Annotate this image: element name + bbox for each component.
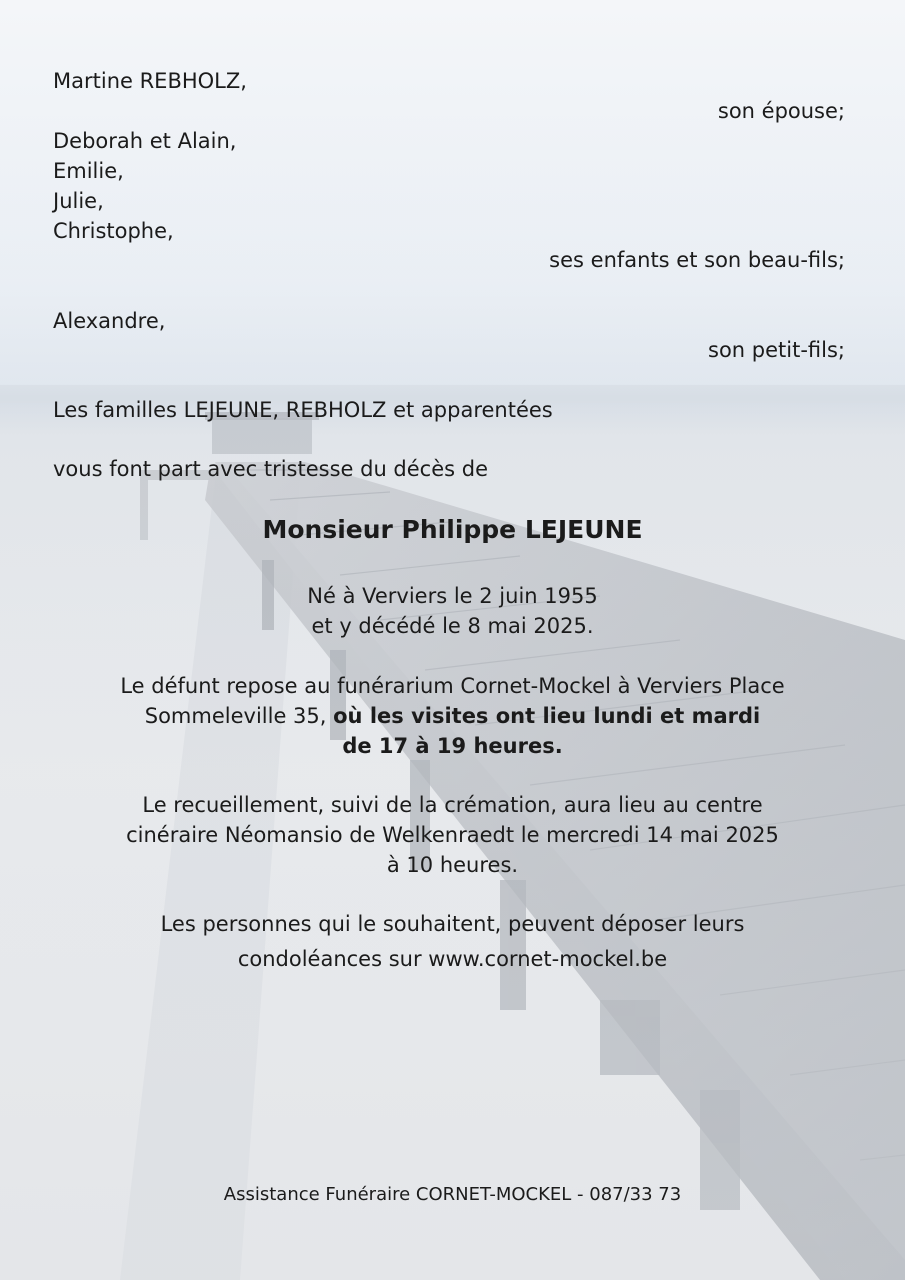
death-line: et y décédé le 8 mai 2025.: [311, 614, 594, 638]
visitation-hours-intro: où les visites ont lieu lundi et mardi: [333, 704, 761, 728]
funeral-home-footer: Assistance Funéraire CORNET-MOCKEL - 087/33 73: [223, 1184, 682, 1205]
visitation-line-1: Le défunt repose au funérarium Cornet-Mockel à Verviers Place: [120, 674, 785, 698]
visitation-address: Sommeleville 35,: [144, 704, 334, 728]
children-relation: ses enfants et son beau-fils;: [549, 248, 845, 272]
deceased-name: Monsieur Philippe LEJEUNE: [262, 515, 643, 544]
spouse-name: Martine REBHOLZ,: [53, 69, 247, 93]
grandchild-name: Alexandre,: [53, 309, 166, 333]
child-name: Emilie,: [53, 159, 124, 183]
grandchild-relation: son petit-fils;: [708, 338, 845, 362]
ceremony-line-1: Le recueillement, suivi de la crémation, aura lieu au centre: [142, 793, 763, 817]
announcement-line: vous font part avec tristesse du décès de: [53, 457, 489, 481]
condolences-line-1: Les personnes qui le souhaitent, peuvent déposer leurs: [160, 912, 745, 936]
child-name: Deborah et Alain,: [53, 129, 237, 153]
ceremony-line-2: cinéraire Néomansio de Welkenraedt le mercredi 14 mai 2025: [126, 823, 779, 847]
visitation-line-2: [0, 701, 905, 731]
visitation-hours: de 17 à 19 heures.: [342, 734, 563, 758]
birth-line: Né à Verviers le 2 juin 1955: [307, 584, 598, 608]
families-line: Les familles LEJEUNE, REBHOLZ et apparentées: [53, 398, 553, 422]
child-name: Christophe,: [53, 219, 174, 243]
spouse-relation: son épouse;: [717, 99, 845, 123]
ceremony-line-3: à 10 heures.: [386, 853, 519, 877]
condolences-line-2: condoléances sur www.cornet-mockel.be: [237, 947, 668, 971]
child-name: Julie,: [53, 189, 104, 213]
